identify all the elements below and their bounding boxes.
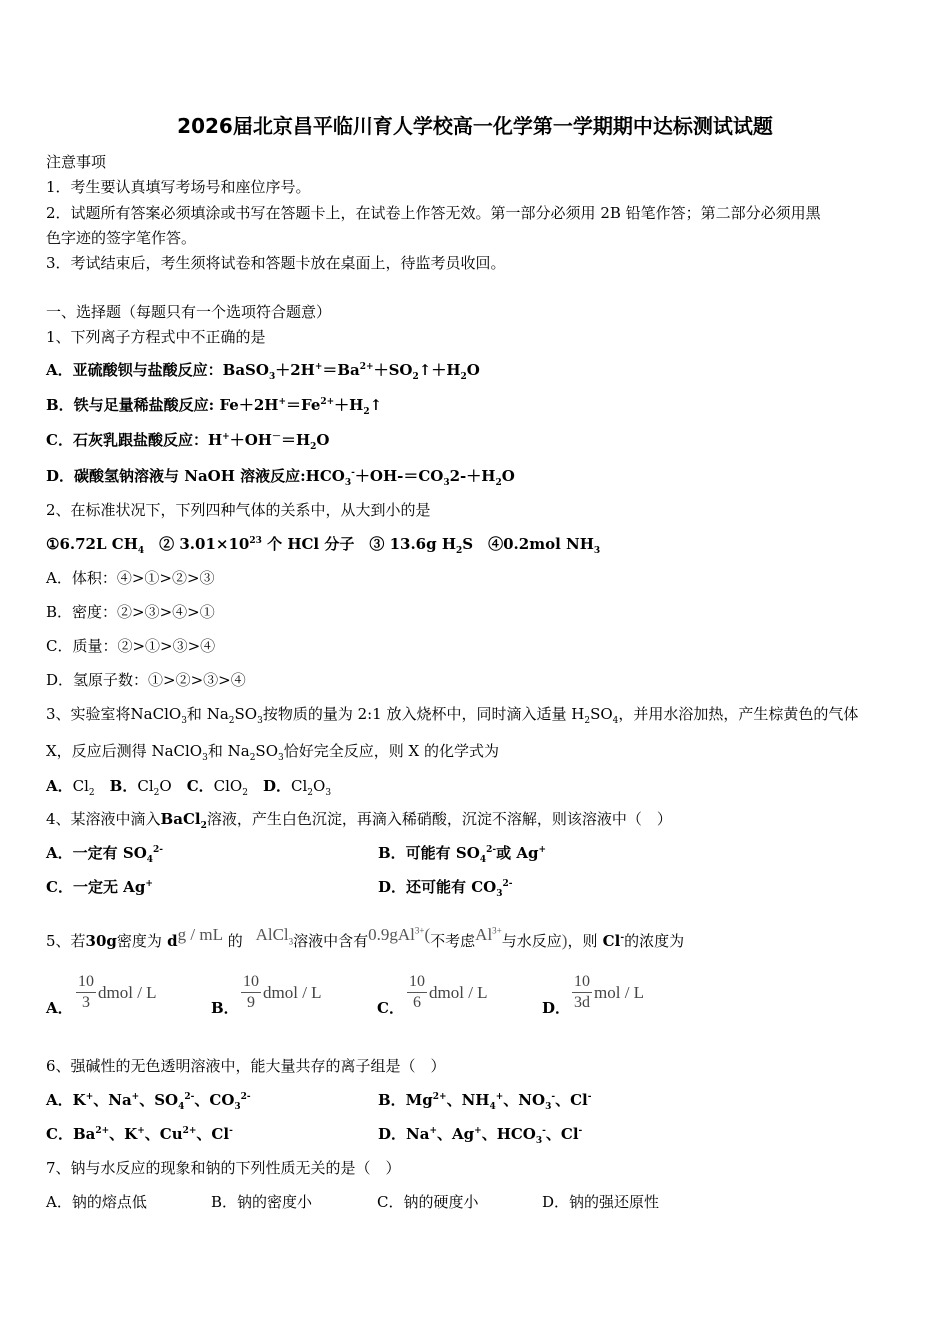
question-7-option-a: A．钠的熔点低 bbox=[46, 1193, 147, 1211]
option-label: A．亚硫酸钡与盐酸反应： bbox=[46, 361, 223, 379]
question-4-option-c: C．一定无 Ag+ bbox=[46, 878, 153, 896]
question-5-stem: 5、若30g密度为 dg / mL 的 AlCl$_3$溶液中含有0.9gAl$^{3+}$(不考虑$Al^{3+}$与水反应)，则 Cl-的浓度为 bbox=[46, 925, 685, 950]
question-3-stem: 3、实验室将NaClO$_3$和 $Na_2SO_3$按物质的量为 2:1 放入烧杯中，同时滴入适量 $H_2SO_4$，并用水浴加热，产生棕黄色的气体 bbox=[46, 705, 859, 726]
unit-text: dmol / L bbox=[263, 982, 322, 1002]
fraction-denominator: 3d bbox=[574, 994, 590, 1011]
option-label: D．碳酸氢钠溶液与 NaOH 溶液反应: bbox=[46, 467, 306, 485]
question-6-option-b: B．$Mg^{2+}$、$NH_4^+$、$NO_3^-$、Cl- bbox=[378, 1091, 592, 1112]
question-5-option-label: A． bbox=[46, 999, 73, 1017]
page-title: 2026届北京昌平临川育人学校高一化学第一学期期中达标测试试题 bbox=[177, 114, 773, 138]
notice-item: 3．考试结束后，考生须将试卷和答题卡放在桌面上，待监考员收回。 bbox=[46, 254, 506, 272]
fraction bbox=[407, 972, 427, 1013]
question-7-option-b: B．钠的密度小 bbox=[211, 1193, 313, 1211]
fraction-denominator: 3 bbox=[82, 994, 90, 1011]
question-6-stem: 6、强碱性的无色透明溶液中，能大量共存的离子组是（ ） bbox=[46, 1057, 446, 1075]
question-6-option-c: C．$Ba^{2+}$、K+、$Cu^{2+}$、Cl- bbox=[46, 1125, 233, 1143]
question-2-option-d: D．氢原子数：①>②>③>④ bbox=[46, 671, 246, 689]
question-1-stem: 1、下列离子方程式中不正确的是 bbox=[46, 328, 266, 346]
fraction-numerator: 10 bbox=[407, 972, 427, 993]
notice-item: 色字迹的签字笔作答。 bbox=[46, 229, 197, 247]
question-3-options: A．$Cl_2$ B．$Cl_2O$ C．ClO$_2$ D．$Cl_2O_3$ bbox=[46, 777, 332, 798]
option-label: C．石灰乳跟盐酸反应： bbox=[46, 431, 208, 449]
fraction-denominator: 6 bbox=[413, 994, 421, 1011]
fraction bbox=[76, 972, 96, 1013]
question-5-option-label: D． bbox=[542, 999, 571, 1017]
unit-text: dmol / L bbox=[429, 982, 488, 1002]
unit-text: mol / L bbox=[594, 982, 645, 1002]
option-label: B．铁与足量稀盐酸反应: bbox=[46, 396, 215, 414]
unit-text: dmol / L bbox=[98, 982, 157, 1002]
fraction bbox=[241, 972, 261, 1013]
question-5-option bbox=[572, 972, 644, 1013]
question-5-option-label: B． bbox=[211, 999, 239, 1017]
question-2-items: ①6.72L $CH_4$ ② $3.01\times 10^{23}$ 个 HCl 分子 ③ 13.6g $H_2S$ ④0.2mol $NH_3$ bbox=[46, 535, 601, 556]
section-heading: 一、选择题（每题只有一个选项符合题意） bbox=[46, 303, 332, 321]
fraction-numerator: 10 bbox=[76, 972, 96, 993]
question-7-option-d: D．钠的强还原性 bbox=[542, 1193, 660, 1211]
notice-item: 2．试题所有答案必须填涂或书写在答题卡上，在试卷上作答无效。第一部分必须用 2B 铅笔作答；第二部分必须用黑 bbox=[46, 204, 821, 222]
question-1-option-c: C．石灰乳跟盐酸反应：$H^++OH^-=H_2O$ bbox=[46, 431, 330, 452]
question-6-option-d: D．Na+、Ag+、$HCO_3^-$、Cl- bbox=[378, 1125, 583, 1146]
fraction-denominator: 9 bbox=[247, 994, 255, 1011]
question-2-option-b: B．密度：②>③>④>① bbox=[46, 603, 215, 621]
fraction-numerator: 10 bbox=[241, 972, 261, 993]
question-2-option-c: C．质量：②>①>③>④ bbox=[46, 637, 216, 655]
question-4-stem: 4、某溶液中滴入BaCl$_2$溶液，产生白色沉淀，再滴入稀硝酸，沉淀不溶解，则该溶液中（ ） bbox=[46, 810, 672, 831]
question-5-option bbox=[76, 972, 157, 1013]
question-3-stem-2: X，反应后测得 NaClO$_3$和 $Na_2SO_3$恰好完全反应，则 X 的化学式为 bbox=[46, 742, 499, 763]
question-5-option-label: C． bbox=[377, 999, 404, 1017]
question-7-stem: 7、钠与水反应的现象和钠的下列性质无关的是（ ） bbox=[46, 1159, 401, 1177]
question-6-option-a: A．K+、Na+、$SO_4^{2-}$、$CO_3^{2-}$ bbox=[46, 1091, 251, 1112]
question-5-option bbox=[241, 972, 322, 1013]
question-5-option bbox=[407, 972, 488, 1013]
question-2-option-a: A．体积：④>①>②>③ bbox=[46, 569, 215, 587]
question-4-option-b: B．可能有 $SO_4^{2-}$或 Ag+ bbox=[378, 844, 546, 865]
question-4-option-a: A．一定有 $SO_4^{2-}$ bbox=[46, 844, 164, 865]
question-7-option-c: C．钠的硬度小 bbox=[377, 1193, 479, 1211]
question-2-stem: 2、在标准状况下，下列四种气体的关系中，从大到小的是 bbox=[46, 501, 431, 519]
question-1-option-d: D．碳酸氢钠溶液与 NaOH 溶液反应$:HCO_3^-+OH-=CO_32-+H_2O$ bbox=[46, 467, 515, 488]
question-1-option-a: A．亚硫酸钡与盐酸反应：$BaSO_3+2H^+=Ba^{2+}+SO_2↑+H_2O$ bbox=[46, 361, 480, 382]
notice-heading: 注意事项 bbox=[46, 153, 107, 171]
fraction-numerator: 10 bbox=[572, 972, 592, 993]
question-4-option-d: D．还可能有 $CO_3^{2-}$ bbox=[378, 878, 513, 899]
notice-item: 1．考生要认真填写考场号和座位序号。 bbox=[46, 178, 311, 196]
question-1-option-b: B．铁与足量稀盐酸反应: $Fe+2H^+=Fe^{2+}+H_2↑$ bbox=[46, 396, 383, 417]
fraction bbox=[572, 972, 592, 1013]
